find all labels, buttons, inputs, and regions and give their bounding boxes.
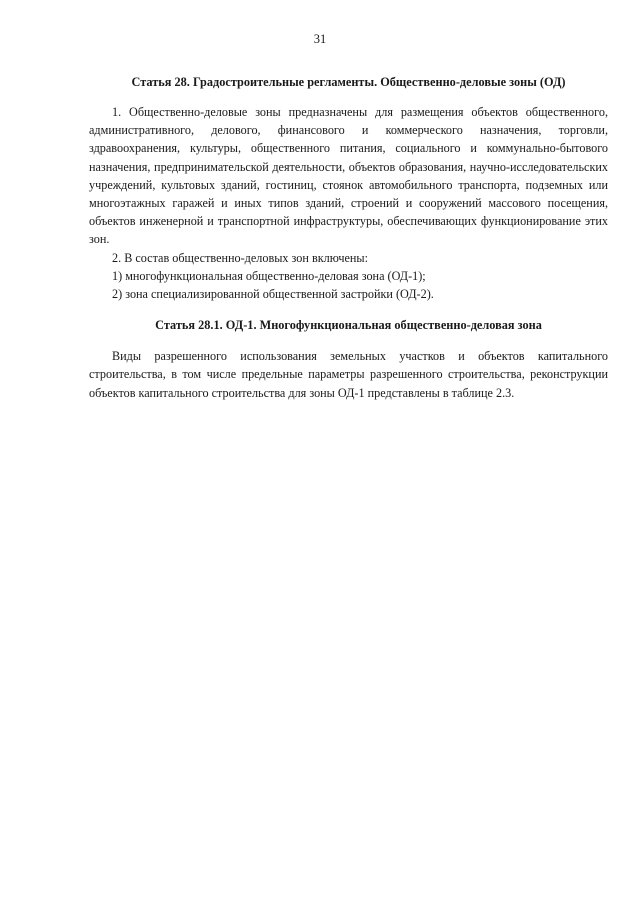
page-number: 31 (313, 32, 327, 46)
zone-list-item-od1: 1) многофункциональная общественно-деловая зона (ОД-1); (112, 268, 426, 283)
article-28-paragraph-1: 1. Общественно-деловые зоны предназначены для размещения объектов общественного, административного, делового, финансового и коммерческого назначения, торговли, здравоохранения, культуры, общественного питания, социального и коммунально-бытового назначения, предпринимательской деятельности, объектов образования, научно-исследовательских учреждений, культовых зданий, гостиниц, стоянок автомобильного транспорта, подземных или многоэтажных гаражей и иных типов зданий, строений и сооружений массового посещения, объектов инженерной и транспортной инфраструктуры, обеспечивающих функционирование этих зон. (89, 105, 608, 247)
zone-list-item-od2: 2) зона специализированной общественной застройки (ОД-2). (112, 287, 434, 302)
article-28-1-paragraph: Виды разрешенного использования земельных участков и объектов капитального строительства, в том числе предельные параметры разрешенного строительства, реконструкции объектов капитального строительства для зоны ОД-1 представлены в таблице 2.3. (89, 349, 608, 400)
document-body (89, 74, 608, 402)
article-28-heading: Статья 28. Градостроительные регламенты. Общественно-деловые зоны (ОД) (131, 75, 566, 89)
article-28-1-heading: Статья 28.1. ОД-1. Многофункциональная общественно-деловая зона (155, 318, 542, 333)
article-28-paragraph-2: 2. В состав общественно-деловых зон включены: (112, 250, 368, 265)
